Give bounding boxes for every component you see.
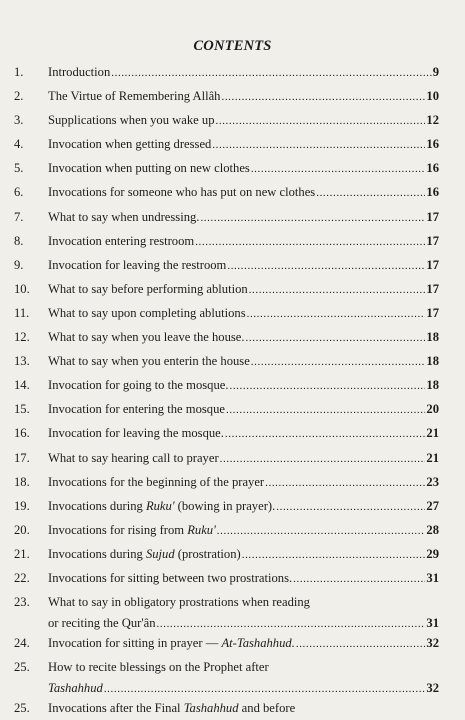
entry-number: 22.: [14, 570, 30, 585]
entry-line: [48, 349, 439, 370]
entry-number: 6.: [14, 185, 24, 200]
entry-page-number: 21: [426, 426, 439, 441]
entry-page-number: 21: [426, 450, 439, 465]
entry-title: [48, 229, 194, 253]
entry-body: [48, 494, 439, 515]
entry-text-part: and before: [238, 701, 296, 716]
entry-line: [48, 655, 439, 676]
entry-page-number: 9: [432, 65, 439, 79]
entry-page-number: 17: [426, 233, 439, 248]
entry-text-part: At-Tashahhud.: [221, 636, 295, 651]
entry-title: [48, 518, 216, 542]
dot-leader: [276, 495, 425, 519]
dot-leader: [249, 278, 426, 302]
entry-title: [48, 421, 224, 445]
entry-page-number: 17: [426, 209, 439, 224]
entry-page-number: 31: [426, 570, 439, 585]
entry-page-number: 18: [426, 354, 439, 369]
entry-text-part: Invocation for leaving the mosque.: [48, 426, 224, 441]
entry-body: [48, 277, 439, 298]
toc-entry[interactable]: [14, 301, 439, 325]
entry-page-number: 18: [426, 330, 439, 345]
entry-line: [48, 180, 439, 201]
entry-text-part: or reciting the Qur'ân: [48, 615, 156, 630]
entry-text-part: Invocation entering restroom: [48, 233, 195, 248]
entry-body: [48, 655, 439, 696]
entry-line: [48, 277, 439, 298]
entry-text-part: Invocations during: [48, 498, 146, 513]
entry-number: 25.: [14, 660, 30, 675]
dot-leader: [296, 632, 426, 656]
entry-text-part: Invocations during: [48, 546, 146, 561]
entry-title: [48, 566, 292, 590]
entry-text-part: Invocation when putting on new clothes: [48, 161, 250, 176]
dot-leader: [251, 157, 426, 181]
entry-number: 9.: [14, 257, 24, 272]
toc-entry[interactable]: [14, 84, 439, 108]
entry-line: [48, 542, 439, 563]
entry-line: [48, 421, 439, 442]
entry-title: [48, 205, 199, 229]
entry-page-number: 17: [426, 305, 439, 320]
dot-leader: [217, 519, 426, 543]
dot-leader: [225, 422, 425, 446]
entry-number: 2.: [14, 89, 24, 104]
toc-entry[interactable]: [14, 277, 439, 301]
entry-title: [48, 301, 246, 325]
entry-title: [48, 446, 219, 470]
entry-line: [48, 253, 439, 274]
entry-text-part: Ruku': [145, 498, 175, 513]
entry-line: [48, 494, 439, 515]
entry-title: [48, 325, 245, 349]
entry-body: [48, 60, 439, 81]
dot-leader: [195, 230, 425, 254]
dot-leader: [200, 206, 425, 230]
entry-title: [48, 156, 250, 180]
dot-leader: [242, 543, 426, 567]
entry-title: [48, 494, 275, 518]
entry-title: [48, 108, 215, 132]
entry-title: [48, 373, 228, 397]
entry-text-part: Invocations after the Final: [48, 701, 184, 716]
entry-number: 24.: [14, 636, 30, 651]
entry-page-number: 32: [426, 680, 439, 695]
entry-page-number: 16: [426, 161, 439, 176]
toc-entry[interactable]: [14, 566, 439, 590]
entry-number: 18.: [14, 474, 30, 489]
entry-number: 3.: [14, 113, 24, 128]
entry-page-number: 28: [426, 522, 439, 537]
entry-body: [48, 253, 439, 274]
toc-entry[interactable]: [14, 156, 439, 180]
entry-number: 25.: [14, 701, 30, 716]
entry-number: 21.: [14, 546, 30, 561]
toc-entry[interactable]: [14, 397, 439, 421]
entry-text-part: What to say in obligatory prostrations when reading: [48, 595, 310, 610]
entry-line: [48, 470, 439, 491]
dot-leader: [111, 61, 431, 85]
entry-number: 8.: [14, 233, 24, 248]
entry-text-part: What to say hearing call to prayer: [48, 450, 219, 465]
entry-title: [48, 542, 241, 566]
toc-entry[interactable]: [14, 494, 439, 518]
page-title: CONTENTS: [193, 38, 272, 54]
entry-body: [48, 229, 439, 250]
dot-leader: [226, 398, 425, 422]
entry-text-part: Invocation for entering the mosque: [48, 402, 225, 417]
entry-number: 17.: [14, 450, 30, 465]
entry-line: [48, 590, 439, 611]
entry-page-number: 12: [426, 113, 439, 128]
entry-body: [48, 566, 439, 587]
entry-title: [48, 631, 295, 655]
entry-line: [48, 205, 439, 226]
toc-entry[interactable]: [14, 108, 439, 132]
entry-body: [48, 132, 439, 153]
entry-text-part: Invocation for leaving the restroom: [48, 257, 227, 272]
entry-page-number: 16: [426, 185, 439, 200]
entry-body: [48, 421, 439, 442]
entry-text-part: Invocation for going to the mosque.: [48, 378, 229, 393]
entry-line: [48, 60, 439, 81]
entry-line: [48, 631, 439, 652]
entry-number: 14.: [14, 378, 30, 393]
entry-text-part: Invocation when getting dressed: [48, 137, 212, 152]
entry-body: [48, 446, 439, 467]
entry-text-part: What to say when you enterin the house: [48, 354, 250, 369]
toc-entry[interactable]: [14, 631, 439, 655]
entry-number: 7.: [14, 209, 24, 224]
dot-leader: [221, 85, 425, 109]
entry-line: [48, 84, 439, 105]
dot-leader: [247, 302, 426, 326]
entry-page-number: 31: [426, 615, 439, 630]
entry-number: 4.: [14, 137, 24, 152]
entry-body: [48, 325, 439, 346]
toc-entry[interactable]: [14, 373, 439, 397]
entry-page-number: 16: [426, 137, 439, 152]
entry-text-part: Invocation for sitting in prayer —: [48, 636, 222, 651]
entry-text-part: Ruku': [187, 522, 216, 537]
entry-page-number: 18: [426, 378, 439, 393]
entry-line: [48, 696, 439, 717]
entry-text-part: How to recite blessings on the Prophet after: [48, 660, 269, 675]
dot-leader: [316, 181, 425, 205]
entry-line: [48, 373, 439, 394]
entry-title: [48, 180, 315, 204]
entry-title: [48, 696, 295, 720]
toc-entry[interactable]: [14, 229, 439, 253]
toc-entry[interactable]: [14, 253, 439, 277]
entry-text-part: Tashahhud: [48, 680, 103, 695]
entry-number: 15.: [14, 402, 30, 417]
toc-entry[interactable]: [14, 325, 439, 349]
entry-body: [48, 631, 439, 652]
entry-number: 10.: [14, 281, 30, 296]
dot-leader: [246, 326, 426, 350]
entry-text-part: (bowing in prayer).: [174, 498, 276, 513]
entry-line: [48, 611, 439, 632]
toc-entry[interactable]: [14, 60, 439, 84]
dot-leader: [220, 447, 426, 471]
entry-page-number: 27: [426, 498, 439, 513]
entry-page-number: 17: [426, 257, 439, 272]
entry-line: [48, 397, 439, 418]
entry-line: [48, 108, 439, 129]
entry-line: [48, 566, 439, 587]
entry-text-part: The Virtue of Remembering Allâh: [48, 89, 221, 104]
entry-number: 11.: [14, 305, 30, 320]
entry-number: 5.: [14, 161, 24, 176]
toc-entry[interactable]: [14, 421, 439, 445]
dot-leader: [293, 567, 425, 591]
entry-title: [48, 60, 110, 84]
entry-body: [48, 205, 439, 226]
toc-entry[interactable]: [14, 349, 439, 373]
toc-entry[interactable]: [14, 542, 439, 566]
entry-text-part: Invocations for the beginning of the prayer: [48, 474, 265, 489]
dot-leader: [229, 374, 425, 398]
entry-body: [48, 518, 439, 539]
entry-page-number: 29: [426, 546, 439, 561]
entry-text-part: Supplications when you wake up: [48, 113, 215, 128]
entry-text-part: Invocations for sitting between two prostrations.: [48, 570, 293, 585]
entry-number: 19.: [14, 498, 30, 513]
toc-entry[interactable]: [14, 180, 439, 204]
entry-text-part: Introduction: [48, 65, 111, 79]
entry-line: [48, 156, 439, 177]
entry-page-number: 10: [426, 89, 439, 104]
entry-title: [48, 470, 264, 494]
entry-page-number: 23: [426, 474, 439, 489]
entry-page-number: 20: [426, 402, 439, 417]
entry-line: [48, 325, 439, 346]
entry-text-part: Invocations for someone who has put on new clothes: [48, 185, 316, 200]
entry-number: 13.: [14, 354, 30, 369]
toc-entry[interactable]: [14, 518, 439, 542]
dot-leader: [265, 471, 425, 495]
entry-text-part: What to say when you leave the house.: [48, 330, 245, 345]
entry-line: [48, 676, 439, 697]
dot-leader: [251, 350, 426, 374]
entry-title: [48, 349, 250, 373]
entry-text-part: What to say when undressing.: [48, 209, 200, 224]
toc-entry[interactable]: [14, 696, 439, 720]
entry-body: [48, 108, 439, 129]
toc-entry[interactable]: [14, 446, 439, 470]
entry-title: [48, 397, 225, 421]
toc-entry[interactable]: [14, 590, 439, 631]
toc-entry[interactable]: [14, 132, 439, 156]
entry-text-part: Tashahhud: [183, 701, 239, 716]
entry-line: [48, 301, 439, 322]
entry-line: [48, 229, 439, 250]
entry-body: [48, 397, 439, 418]
entry-body: [48, 156, 439, 177]
entry-page-number: 17: [426, 281, 439, 296]
entry-body: [48, 349, 439, 370]
entry-title: [48, 132, 211, 156]
entry-body: [48, 542, 439, 563]
entry-number: 12.: [14, 330, 30, 345]
toc-entry[interactable]: [14, 655, 439, 696]
entry-text-part: (prostration): [174, 546, 241, 561]
entry-number: 20.: [14, 522, 30, 537]
entry-body: [48, 301, 439, 322]
entry-title: [48, 277, 248, 301]
entry-line: [48, 518, 439, 539]
entry-number: 23.: [14, 595, 30, 610]
entry-text-part: What to say upon completing ablutions: [48, 305, 246, 320]
entry-text-part: Invocations for rising from: [48, 522, 188, 537]
dot-leader: [227, 254, 425, 278]
entry-body: [48, 470, 439, 491]
entry-title: [48, 253, 226, 277]
table-of-contents: [14, 60, 439, 720]
entry-body: [48, 590, 439, 631]
entry-page-number: 32: [426, 636, 439, 651]
entry-body: [48, 180, 439, 201]
entry-title: [48, 84, 220, 108]
entry-number: 1.: [14, 65, 24, 79]
toc-entry[interactable]: [14, 470, 439, 494]
toc-entry[interactable]: [14, 205, 439, 229]
entry-text-part: Sujud: [145, 546, 175, 561]
entry-body: [48, 84, 439, 105]
dot-leader: [212, 133, 425, 157]
entry-number: 16.: [14, 426, 30, 441]
entry-line: [48, 446, 439, 467]
entry-line: [48, 132, 439, 153]
dot-leader: [216, 109, 426, 133]
entry-text-part: What to say before performing ablution: [48, 281, 248, 296]
entry-body: [48, 696, 439, 717]
entry-body: [48, 373, 439, 394]
